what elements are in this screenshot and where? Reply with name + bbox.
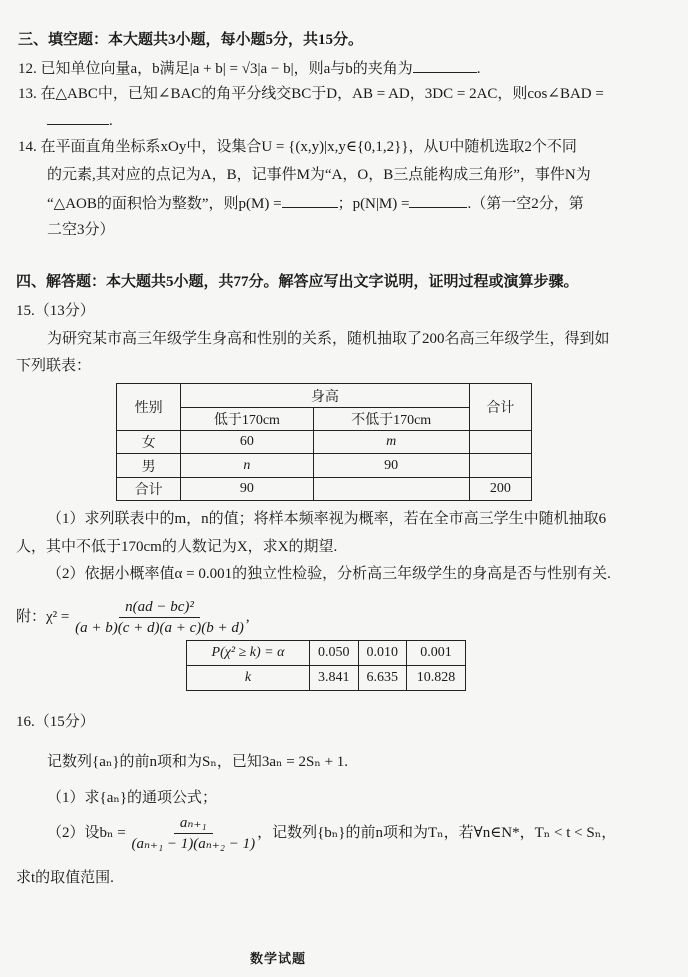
row-label: 女 [117, 431, 181, 454]
q12-text: 12. 已知单位向量a，b满足|a + b| = √3|a − b|，则a与b的夹角为 [18, 61, 413, 77]
q13-answer-line [47, 110, 113, 131]
formula-numerator: n(ad − bc)² [119, 598, 200, 618]
q14-part-a: “△AOB的面积恰为整数”，则p(M) = [47, 196, 282, 212]
cell-low: n [181, 454, 313, 478]
table-row [117, 478, 532, 501]
k-value: 10.828 [407, 666, 466, 691]
q15-title: 15.（13分） [16, 303, 95, 319]
bn-denominator: (aₙ₊₁ − 1)(aₙ₊₂ − 1) [131, 836, 256, 852]
q16-intro: 记数列{aₙ}的前n项和为Sₙ，已知3aₙ = 2Sₙ + 1. [47, 754, 349, 770]
q15-part1-line2: 人，其中不低于170cm的人数记为X，求X的期望. [16, 539, 338, 555]
formula-fraction [75, 598, 244, 637]
q15-part1-line1: （1）求列联表中的m，n的值；将样本频率视为概率，若在全市高三学生中随机抽取6 [47, 511, 607, 527]
cell-high [313, 478, 469, 501]
alpha-value: 0.050 [310, 641, 359, 666]
q16-part2-lead: （2）设bₙ = [47, 824, 126, 841]
section4-header: 四、解答题：本大题共5小题，共77分。解答应写出文字说明，证明过程或演算步骤。 [16, 274, 579, 290]
k-value: 6.635 [358, 666, 407, 691]
q14-line4: 二空3分） [47, 222, 115, 238]
q14-line3 [47, 193, 584, 214]
row-label: 合计 [117, 478, 181, 501]
q16-part2 [47, 814, 616, 853]
alpha-value: 0.001 [407, 641, 466, 666]
cell-total [469, 454, 531, 478]
q15-intro-2: 下列联表： [16, 358, 92, 374]
question-13: 13. 在△ABC中，已知∠BAC的角平分线交BC于D，AB = AD，3DC = 2AC，则cos∠BAD = [18, 86, 604, 102]
q14-part-c: .（第一空2分，第 [467, 196, 584, 212]
chi-square-table [186, 640, 466, 691]
page-footer: 数学试题 [250, 951, 307, 966]
bn-fraction [131, 814, 255, 853]
section3-header: 三、填空题：本大题共3小题，每小题5分，共15分。 [18, 32, 364, 48]
cell-low: 90 [181, 478, 313, 501]
q16-part2-end: 求t的取值范围. [16, 870, 114, 886]
q12-tail: . [476, 61, 481, 77]
bn-numerator: aₙ₊₁ [174, 814, 213, 834]
formula-tail: , [245, 608, 250, 625]
q16-part2-rest: ，记数列{bₙ}的前n项和为Tₙ，若∀n∈N*，Tₙ < t < Sₙ， [257, 824, 617, 841]
cell-total: 200 [469, 478, 531, 501]
cell-high: m [313, 431, 469, 454]
k-label: k [187, 666, 310, 691]
q15-part2: （2）依据小概率值α = 0.001的独立性检验，分析高三年级学生的身高是否与性别有关. [47, 566, 611, 582]
q16-part1: （1）求{aₙ}的通项公式； [47, 790, 218, 806]
answer-blank[interactable] [47, 110, 109, 125]
cell-total [469, 431, 531, 454]
header-low: 低于170cm [181, 408, 313, 431]
answer-blank-2[interactable] [409, 193, 467, 208]
contingency-table [116, 383, 532, 501]
header-high: 不低于170cm [313, 408, 469, 431]
q14-part-b: ；p(N|M) = [337, 196, 410, 212]
answer-blank-1[interactable] [282, 193, 338, 208]
k-value: 3.841 [310, 666, 359, 691]
alpha-value: 0.010 [358, 641, 407, 666]
q13-tail: . [109, 113, 113, 129]
header-total: 合计 [469, 384, 531, 431]
alpha-label: P(χ² ≥ k) = α [187, 641, 310, 666]
answer-blank[interactable] [413, 58, 477, 73]
table-row [117, 431, 532, 454]
question-12 [18, 58, 481, 79]
chi-square-formula [16, 598, 250, 637]
cell-high: 90 [313, 454, 469, 478]
table-row [117, 454, 532, 478]
q14-line2: 的元素,其对应的点记为A，B，记事件M为“A，O，B三点能构成三角形”，事件N为 [47, 167, 591, 183]
header-height: 身高 [181, 384, 469, 408]
header-gender: 性别 [117, 384, 181, 431]
appendix-label: 附：χ² = [16, 608, 70, 625]
q16-title: 16.（15分） [16, 714, 95, 730]
q15-intro-1: 为研究某市高三年级学生身高和性别的关系，随机抽取了200名高三年级学生，得到如 [47, 331, 610, 347]
cell-low: 60 [181, 431, 313, 454]
formula-denominator: (a + b)(c + d)(a + c)(b + d) [75, 620, 244, 636]
q14-line1: 14. 在平面直角坐标系xOy中，设集合U = {(x,y)|x,y∈{0,1,2}}，从U中随机选取2个不同 [18, 139, 577, 155]
row-label: 男 [117, 454, 181, 478]
